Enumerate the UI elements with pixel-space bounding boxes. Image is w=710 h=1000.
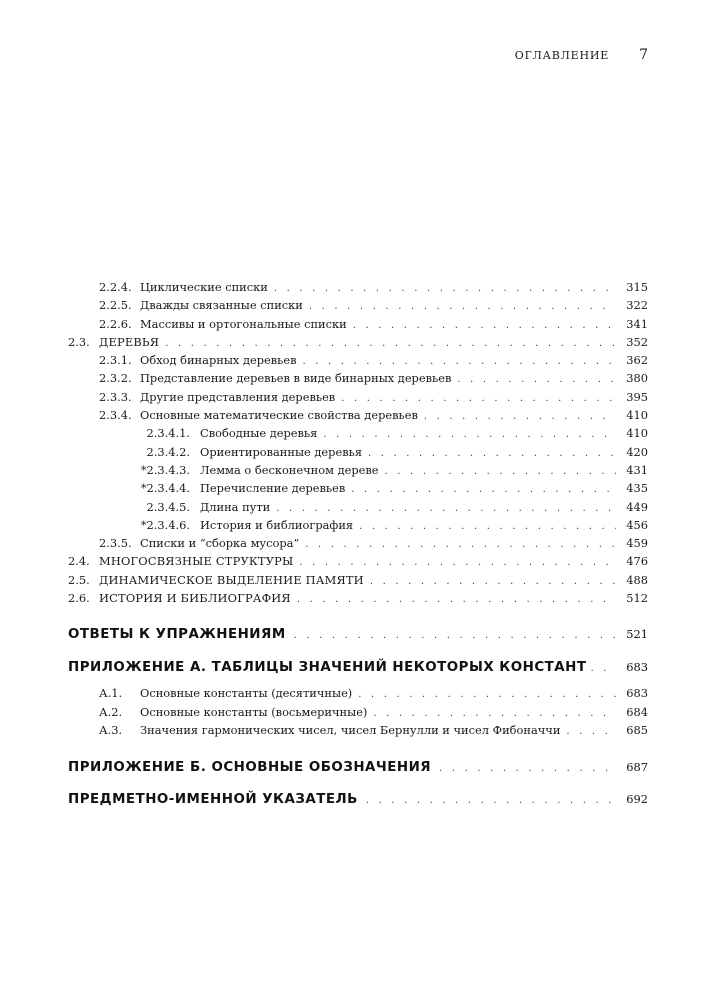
dot-leader [366, 795, 616, 806]
dot-leader [323, 426, 616, 443]
toc-entry[interactable] [68, 722, 648, 740]
toc-section[interactable] [68, 572, 648, 590]
toc-subentry[interactable] [68, 462, 648, 480]
toc-section[interactable] [68, 334, 648, 352]
toc-subentry-title: Перечисление деревьев [200, 481, 346, 496]
toc-entry-number: 2.3.2. [99, 371, 132, 386]
toc-subentry[interactable] [68, 425, 648, 443]
toc-entry-page: 341 [626, 316, 648, 331]
toc-chapter-page: 687 [626, 760, 648, 775]
toc-entry[interactable] [68, 352, 648, 370]
toc-subentry-title: Ориентированные деревья [200, 444, 362, 459]
running-head [515, 47, 648, 63]
dot-leader [274, 280, 616, 297]
toc-subentry-page: 449 [626, 499, 648, 514]
toc-chapter-page: 683 [626, 660, 648, 675]
toc-entry-number: 2.2.5. [99, 298, 132, 313]
dot-leader [368, 445, 616, 462]
dot-leader [424, 408, 616, 425]
dot-leader [165, 335, 616, 352]
toc-entry-number: А.2. [99, 704, 123, 719]
toc-entry[interactable] [68, 370, 648, 388]
dot-leader [358, 686, 616, 703]
toc-entry[interactable] [68, 535, 648, 553]
toc-section-number: 2.6. [68, 591, 90, 606]
toc-section-title: ДЕРЕВЬЯ [99, 334, 160, 349]
toc-entry-number: А.1. [99, 686, 123, 701]
toc-section-number: 2.5. [68, 572, 90, 587]
toc-entry-title: Дважды связанные списки [140, 298, 303, 313]
toc-chapter-appendix-b[interactable] [68, 760, 648, 775]
toc-entry-number: 2.3.4. [99, 408, 132, 423]
toc-entry-number: 2.2.6. [99, 316, 132, 331]
toc-chapter-title: ПРИЛОЖЕНИЕ А. ТАБЛИЦЫ ЗНАЧЕНИЙ НЕКОТОРЫХ КОНСТАНТ [68, 660, 587, 676]
toc-subentry-number: 2.3.4.5. [146, 499, 190, 514]
dot-leader [370, 573, 616, 590]
toc-subentry[interactable] [68, 499, 648, 517]
toc-subentry[interactable] [68, 480, 648, 498]
toc-entry-page: 683 [626, 686, 648, 701]
dot-leader [457, 371, 616, 388]
toc-chapter-page: 521 [626, 627, 648, 642]
toc-entry[interactable] [68, 704, 648, 722]
toc-section-page: 512 [626, 591, 648, 606]
toc-subentry-page: 456 [626, 517, 648, 532]
toc-subentry-title: История и библиография [200, 517, 354, 532]
toc-entry-page: 684 [626, 704, 648, 719]
toc-subentry-title: Свободные деревья [200, 426, 318, 441]
toc-entry-page: 395 [626, 389, 648, 404]
toc-chapter-title: ПРИЛОЖЕНИЕ Б. ОСНОВНЫЕ ОБОЗНАЧЕНИЯ [68, 760, 432, 776]
toc-entry-number: А.3. [99, 722, 123, 737]
toc-section-number: 2.3. [68, 334, 90, 349]
dot-leader [303, 353, 617, 370]
toc-subentry[interactable] [68, 444, 648, 462]
toc-section[interactable] [68, 590, 648, 608]
toc-chapter-index[interactable] [68, 792, 648, 807]
toc-entry-page: 685 [626, 722, 648, 737]
toc-entry-number: 2.2.4. [99, 280, 132, 294]
dot-leader [351, 481, 616, 498]
toc-entry-number: 2.3.5. [99, 536, 132, 551]
toc-entry[interactable] [68, 297, 648, 315]
toc-entry-number: 2.3.1. [99, 353, 132, 368]
toc-entry-title: Основные математические свойства деревьев [140, 408, 418, 423]
page-number: 7 [639, 47, 648, 63]
toc-section-page: 352 [626, 334, 648, 349]
toc-subentry-number: *2.3.4.6. [140, 517, 190, 532]
toc-section-title: ИСТОРИЯ И БИБЛИОГРАФИЯ [99, 591, 291, 606]
dot-leader [294, 630, 616, 641]
toc-subentry[interactable] [68, 517, 648, 535]
toc-chapter-answers[interactable] [68, 627, 648, 642]
toc-entry-title: Обход бинарных деревьев [140, 353, 297, 368]
dot-leader [305, 536, 616, 553]
toc-subentry-number: *2.3.4.4. [140, 481, 190, 496]
toc-entry-title: Основные константы (восьмеричные) [140, 704, 368, 719]
toc-subentry-page: 420 [626, 444, 648, 459]
toc-subentry-number: 2.3.4.2. [146, 444, 190, 459]
toc-entry-title: Массивы и ортогональные списки [140, 316, 347, 331]
toc-section-title: ДИНАМИЧЕСКОЕ ВЫДЕЛЕНИЕ ПАМЯТИ [99, 572, 364, 587]
dot-leader [299, 554, 616, 571]
toc-entry-title: Циклические списки [140, 280, 268, 294]
toc-section-page: 488 [626, 572, 648, 587]
toc-entry[interactable] [68, 316, 648, 334]
dot-leader [439, 763, 616, 774]
toc-subentry-page: 431 [626, 462, 648, 477]
toc-entry-page: 362 [626, 353, 648, 368]
toc-entry[interactable] [68, 279, 648, 297]
toc-subentry-page: 435 [626, 481, 648, 496]
dot-leader [276, 500, 616, 517]
toc-entry-page: 322 [626, 298, 648, 313]
dot-leader [359, 518, 616, 535]
toc-section-number: 2.4. [68, 554, 90, 569]
toc-subentry-title: Длина пути [200, 499, 271, 514]
toc-chapter-title: ОТВЕТЫ К УПРАЖНЕНИЯМ [68, 627, 286, 643]
dot-leader [341, 390, 616, 407]
dot-leader [385, 463, 616, 480]
dot-leader [309, 298, 616, 315]
toc-entry-title: Представление деревьев в виде бинарных деревьев [140, 371, 452, 386]
dot-leader [591, 663, 616, 674]
toc-entry-page: 459 [626, 536, 648, 551]
toc-entry-page: 380 [626, 371, 648, 386]
dot-leader [373, 705, 616, 722]
toc-subentry-number: *2.3.4.3. [140, 462, 190, 477]
toc-section-page: 476 [626, 554, 648, 569]
toc-entry-number: 2.3.3. [99, 389, 132, 404]
table-of-contents [68, 279, 648, 807]
toc-subentry-number: 2.3.4.1. [146, 426, 190, 441]
toc-entry[interactable] [68, 407, 648, 425]
toc-chapter-appendix-a[interactable] [68, 660, 648, 675]
dot-leader [566, 723, 616, 740]
toc-entry-title: Основные константы (десятичные) [140, 686, 353, 701]
toc-entry-title: Значения гармонических чисел, чисел Бернулли и чисел Фибоначчи [140, 722, 561, 737]
dot-leader [353, 317, 616, 334]
toc-chapter-page: 692 [626, 792, 648, 807]
running-head-title: ОГЛАВЛЕНИЕ [514, 49, 610, 62]
toc-section-title: МНОГОСВЯЗНЫЕ СТРУКТУРЫ [99, 554, 294, 569]
toc-entry-title: Другие представления деревьев [140, 389, 336, 404]
toc-subentry-page: 410 [626, 426, 648, 441]
toc-entry[interactable] [68, 685, 648, 703]
toc-section[interactable] [68, 553, 648, 571]
toc-subentry-title: Лемма о бесконечном дереве [200, 462, 379, 477]
toc-entry-page: 410 [626, 408, 648, 423]
toc-chapter-title: ПРЕДМЕТНО-ИМЕННОЙ УКАЗАТЕЛЬ [68, 792, 358, 808]
toc-entry-title: Списки и “сборка мусора” [140, 536, 300, 551]
dot-leader [297, 591, 616, 608]
toc-entry-page: 315 [626, 280, 648, 294]
toc-entry[interactable] [68, 389, 648, 407]
